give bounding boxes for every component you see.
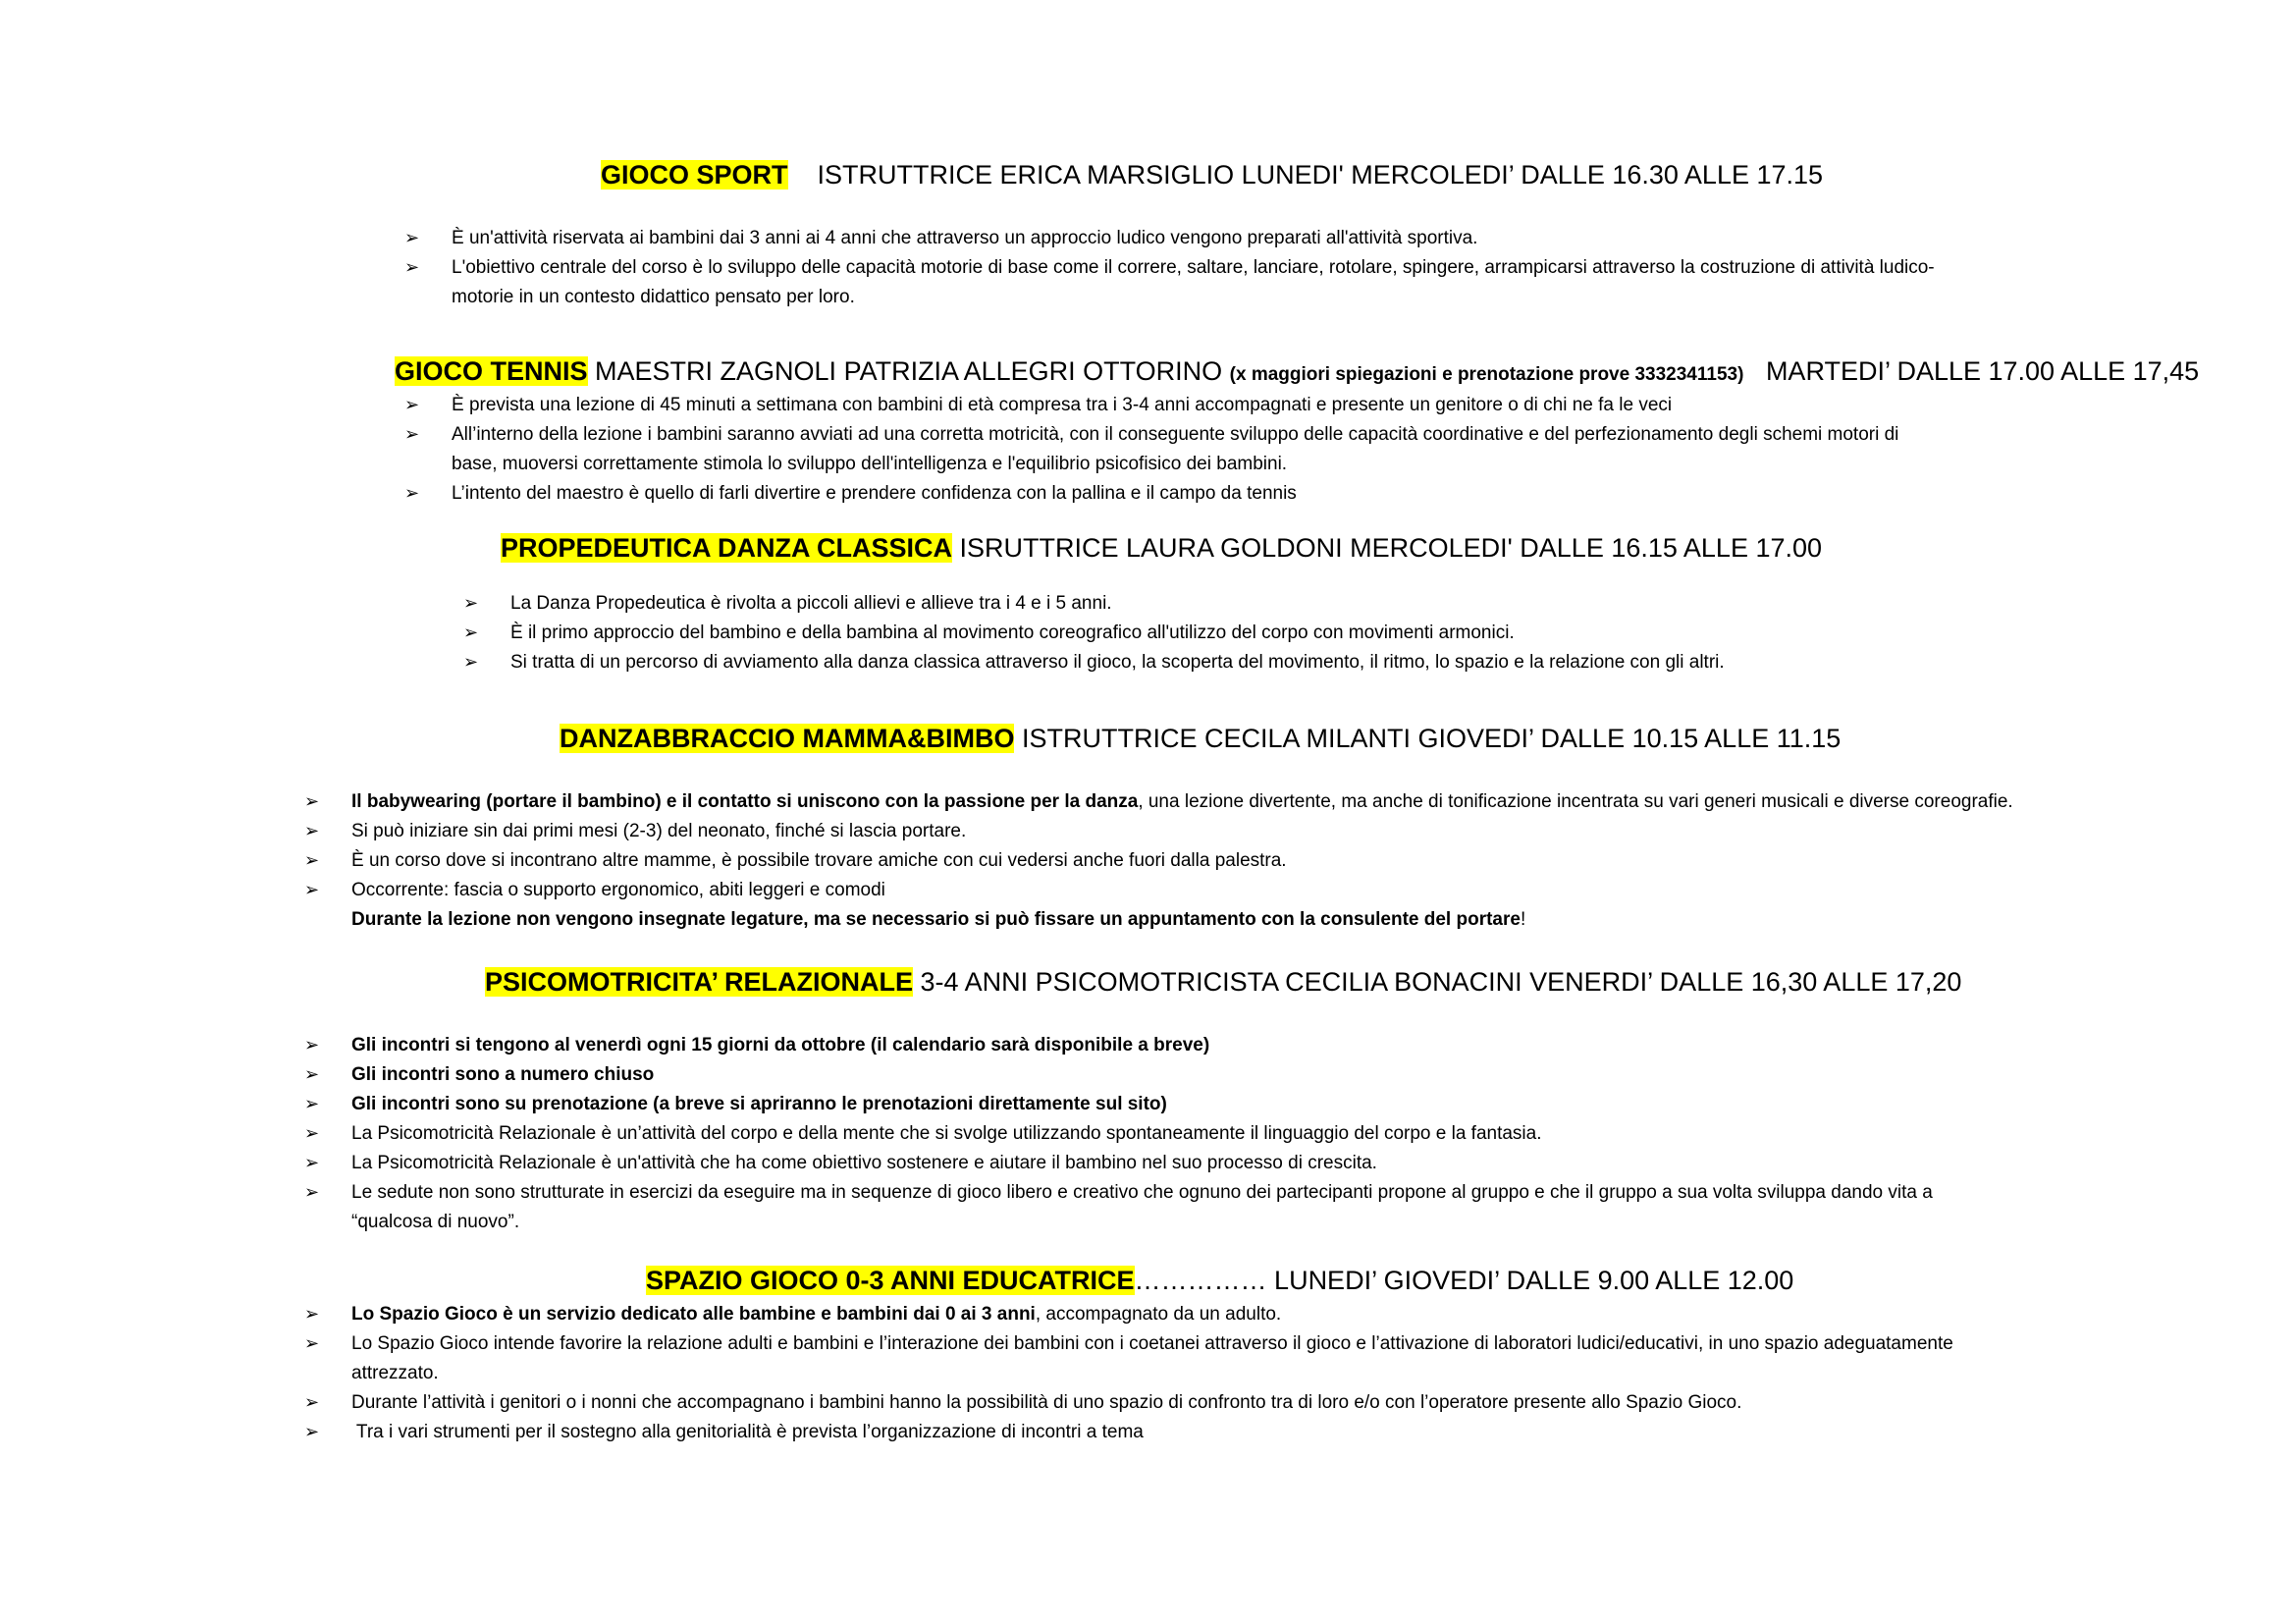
- arrowhead-bullet-icon: ➢: [463, 652, 479, 673]
- section-heading-spazio-gioco: [0, 1263, 2296, 1298]
- section-details: ISTRUTTRICE ERICA MARSIGLIO LUNEDI' MERCOLEDI’ DALLE 16.30 ALLE 17.15: [817, 160, 1824, 189]
- arrowhead-bullet-icon: ➢: [304, 1333, 320, 1354]
- section-details: …………… LUNEDI’ GIOVEDI’ DALLE 9.00 ALLE 12.00: [1134, 1266, 1794, 1295]
- section-heading-gioco-tennis: [0, 353, 2296, 393]
- arrowhead-bullet-icon: ➢: [404, 483, 420, 504]
- arrowhead-bullet-icon: ➢: [304, 791, 320, 812]
- arrowhead-bullet-icon: ➢: [304, 880, 320, 900]
- list-item: ➢ Si tratta di un percorso di avviamento alla danza classica attraverso il gioco, la scoperta del movimento, il ritmo, lo spazio e la relazione con gli altri.: [463, 648, 2073, 677]
- arrowhead-bullet-icon: ➢: [404, 228, 420, 248]
- arrowhead-bullet-icon: ➢: [304, 850, 320, 871]
- section-details: MAESTRI ZAGNOLI PATRIZIA ALLEGRI OTTORINO: [595, 356, 1223, 386]
- arrowhead-bullet-icon: ➢: [304, 1422, 320, 1442]
- list-item: ➢ La Psicomotricità Relazionale è un'attività che ha come obiettivo sostenere e aiutare il bambino nel suo processo di crescita.: [304, 1149, 2120, 1178]
- arrowhead-bullet-icon: ➢: [463, 623, 479, 643]
- section-details: ISRUTTRICE LAURA GOLDONI MERCOLEDI' DALLE 16.15 ALLE 17.00: [959, 533, 1823, 563]
- arrowhead-bullet-icon: ➢: [304, 821, 320, 841]
- section-heading-propedeutica-danza: [0, 530, 2296, 566]
- section-list-psicomotricita: [304, 1031, 2120, 1237]
- list-item: ➢ Lo Spazio Gioco intende favorire la relazione adulti e bambini e l’interazione dei bambini con i coetanei attraverso il gioco e l’attivazione di laboratori ludici/educativi, in uno spazio adeguatamente attrezzato.: [304, 1329, 2120, 1388]
- section-list-gioco-tennis: [404, 391, 2073, 509]
- list-item: ➢ La Psicomotricità Relazionale è un’attività del corpo e della mente che si svolge utilizzando spontaneamente il linguaggio del corpo e la fantasia.: [304, 1119, 2120, 1149]
- arrowhead-bullet-icon: ➢: [463, 593, 479, 614]
- arrowhead-bullet-icon: ➢: [304, 1064, 320, 1085]
- arrowhead-bullet-icon: ➢: [404, 395, 420, 415]
- list-item: ➢ Gli incontri sono su prenotazione (a breve si apriranno le prenotazioni direttamente sul sito): [304, 1090, 2120, 1119]
- list-item: ➢ L'obiettivo centrale del corso è lo sviluppo delle capacità motorie di base come il correre, saltare, lanciare, rotolare, spingere, arrampicarsi attraverso la costruzione di attività ludico- motorie in un contesto didattico pensato per loro.: [404, 253, 2073, 312]
- arrowhead-bullet-icon: ➢: [304, 1153, 320, 1173]
- list-item: ➢ È un corso dove si incontrano altre mamme, è possibile trovare amiche con cui vedersi anche fuori dalla palestra.: [304, 846, 2120, 876]
- list-item: ➢ All’interno della lezione i bambini saranno avviati ad una corretta motricità, con il conseguente sviluppo delle capacità coordinative e del perfezionamento degli schemi motori di base, muoversi correttamente stimola lo sviluppo dell'intelligenza e l'equilibrio psicofisico dei bambini.: [404, 420, 2073, 479]
- section-details: 3-4 ANNI PSICOMOTRICISTA CECILIA BONACINI VENERDI’ DALLE 16,30 ALLE 17,20: [920, 967, 1962, 997]
- arrowhead-bullet-icon: ➢: [304, 1123, 320, 1144]
- arrowhead-bullet-icon: ➢: [304, 1094, 320, 1114]
- list-item: ➢ La Danza Propedeutica è rivolta a piccoli allievi e allieve tra i 4 e i 5 anni.: [463, 589, 2073, 619]
- arrowhead-bullet-icon: ➢: [404, 424, 420, 445]
- section-list-gioco-sport: [404, 224, 2073, 312]
- section-heading-psicomotricita: [0, 964, 2296, 1000]
- arrowhead-bullet-icon: ➢: [304, 1182, 320, 1203]
- list-item: ➢ Le sedute non sono strutturate in esercizi da eseguire ma in sequenze di gioco libero e creativo che ognuno dei partecipanti propone al gruppo e che il gruppo a sua volta sviluppa dando vita a “qualcosa di nuovo”.: [304, 1178, 2120, 1237]
- list-item: ➢ È il primo approccio del bambino e della bambina al movimento coreografico all'utilizzo del corpo con movimenti armonici.: [463, 619, 2073, 648]
- section-title: DANZABBRACCIO MAMMA&BIMBO: [560, 724, 1015, 753]
- section-list-propedeutica-danza: [463, 589, 2073, 677]
- list-item: ➢ È prevista una lezione di 45 minuti a settimana con bambini di età compresa tra i 3-4 anni accompagnati e presente un genitore o di chi ne fa le veci: [404, 391, 2073, 420]
- section-details: ISTRUTTRICE CECILA MILANTI GIOVEDI’ DALLE 10.15 ALLE 11.15: [1021, 724, 1842, 753]
- list-item: ➢ È un'attività riservata ai bambini dai 3 anni ai 4 anni che attraverso un approccio ludico vengono preparati all'attività sportiva.: [404, 224, 2073, 253]
- list-item: ➢ Durante l’attività i genitori o i nonni che accompagnano i bambini hanno la possibilità di uno spazio di confronto tra di loro e/o con l’operatore presente allo Spazio Gioco.: [304, 1388, 2120, 1418]
- list-item: ➢ Tra i vari strumenti per il sostegno alla genitorialità è prevista l’organizzazione di incontri a tema: [304, 1418, 2120, 1447]
- section-list-spazio-gioco: [304, 1300, 2120, 1447]
- section-note: (x maggiori spiegazioni e prenotazione prove 3332341153): [1229, 364, 1744, 385]
- section-title: GIOCO TENNIS: [395, 356, 588, 386]
- section-title: PSICOMOTRICITA’ RELAZIONALE: [485, 967, 914, 997]
- section-heading-gioco-sport: [0, 157, 2296, 192]
- list-item: ➢ Lo Spazio Gioco è un servizio dedicato alle bambine e bambini dai 0 ai 3 anni, accompagnato da un adulto.: [304, 1300, 2120, 1329]
- list-item: ➢ Si può iniziare sin dai primi mesi (2-3) del neonato, finché si lascia portare.: [304, 817, 2120, 846]
- section-title: GIOCO SPORT: [601, 160, 788, 189]
- list-item: ➢ Il babywearing (portare il bambino) e il contatto si uniscono con la passione per la danza, una lezione divertente, ma anche di tonificazione incentrata su vari generi musicali e diverse coreografie.: [304, 787, 2120, 817]
- list-item: ➢ Gli incontri sono a numero chiuso: [304, 1060, 2120, 1090]
- list-item: ➢ L’intento del maestro è quello di farli divertire e prendere confidenza con la pallina e il campo da tennis: [404, 479, 2073, 509]
- arrowhead-bullet-icon: ➢: [304, 1304, 320, 1325]
- arrowhead-bullet-icon: ➢: [304, 1392, 320, 1413]
- section-title: PROPEDEUTICA DANZA CLASSICA: [501, 533, 953, 563]
- section-schedule: MARTEDI’ DALLE 17.00 ALLE 17,45: [1765, 356, 2200, 386]
- section-title: SPAZIO GIOCO 0-3 ANNI EDUCATRICE: [646, 1266, 1135, 1295]
- arrowhead-bullet-icon: ➢: [404, 257, 420, 278]
- arrowhead-bullet-icon: ➢: [304, 1035, 320, 1056]
- section-list-danzabbraccio: [304, 787, 2120, 935]
- list-item: ➢ Gli incontri si tengono al venerdì ogni 15 giorni da ottobre (il calendario sarà disponibile a breve): [304, 1031, 2120, 1060]
- list-item: ➢ Occorrente: fascia o supporto ergonomico, abiti leggeri e comodi Durante la lezione non vengono insegnate legature, ma se necessario si può fissare un appuntamento con la consulente del portare!: [304, 876, 2120, 935]
- section-heading-danzabbraccio: [0, 721, 2296, 756]
